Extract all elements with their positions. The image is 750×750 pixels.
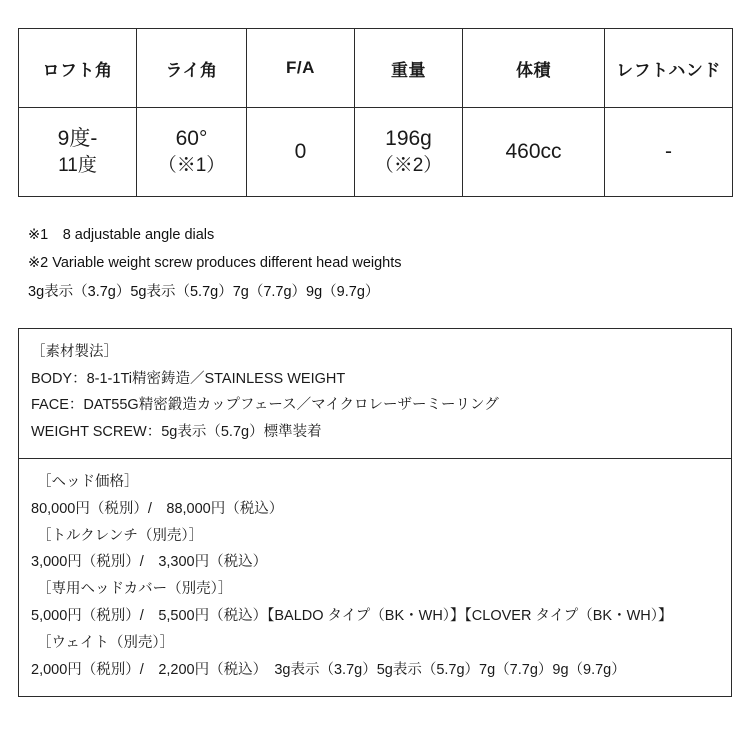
head-cover-value: 5,000円（税別）/ 5,500円（税込）【BALDO タイプ（BK・WH）】【CLOVER タイプ（BK・WH）】 xyxy=(31,608,673,625)
torque-wrench-value: 3,000円（税別）/ 3,300円（税込） xyxy=(31,554,268,571)
weight-option-title: ［ウェイト（別売）］ xyxy=(37,634,175,651)
cell-volume xyxy=(463,108,605,197)
cell-weight-main: 196g xyxy=(385,127,432,150)
head-price-title: ［ヘッド価格］ xyxy=(37,474,139,491)
price-section xyxy=(19,458,731,696)
column-header-fa: F/A xyxy=(247,29,355,108)
material-weight-screw: WEIGHT SCREW：5g表示（5.7g）標準装着 xyxy=(31,424,322,441)
column-header-lefthand: レフトハンド xyxy=(605,29,733,108)
column-header-weight: 重量 xyxy=(355,29,463,108)
cell-volume-main: 460cc xyxy=(505,139,562,163)
head-cover-title: ［専用ヘッドカバー（別売）］ xyxy=(37,581,233,598)
material-title: ［素材製法］ xyxy=(31,343,118,360)
footnote-2: ※2 Variable weight screw produces different head weights xyxy=(28,255,402,272)
cell-lefthand-main: - xyxy=(665,139,672,163)
weight-option-value: 2,000円（税別）/ 2,200円（税込） 3g表示（3.7g）5g表示（5.7g）7g（7.7g）9g（9.7g） xyxy=(31,661,626,678)
footnote-1: ※1 8 adjustable angle dials xyxy=(28,227,215,243)
cell-lie-main: 60° xyxy=(175,127,208,150)
spec-table-row xyxy=(19,108,733,197)
footnote-3: 3g表示（3.7g）5g表示（5.7g）7g（7.7g）9g（9.7g） xyxy=(28,283,380,300)
head-price-value: 80,000円（税別）/ 88,000円（税込） xyxy=(31,500,284,517)
cell-lie-sub: （※1） xyxy=(157,155,226,177)
cell-fa-main: 0 xyxy=(294,139,307,163)
footnotes xyxy=(28,221,732,306)
cell-loft-sub: 11度 xyxy=(58,155,97,177)
cell-weight xyxy=(355,108,463,197)
cell-fa xyxy=(247,108,355,197)
torque-wrench-title: ［トルクレンチ（別売）］ xyxy=(37,527,204,544)
details-box xyxy=(18,328,732,697)
material-section xyxy=(19,329,731,458)
column-header-loft: ロフト角 xyxy=(19,29,137,108)
spec-table-header-row xyxy=(19,29,733,108)
column-header-lie: ライ角 xyxy=(137,29,247,108)
cell-lie xyxy=(137,108,247,197)
material-face: FACE：DAT55G精密鍛造カップフェース／マイクロレーザーミーリング xyxy=(31,397,499,414)
column-header-volume: 体積 xyxy=(463,29,605,108)
cell-loft-main: 9度- xyxy=(57,127,98,150)
material-body: BODY：8-1-1Ti精密鋳造／STAINLESS WEIGHT xyxy=(31,370,346,387)
cell-weight-sub: （※2） xyxy=(374,155,443,177)
spec-table xyxy=(18,28,733,197)
cell-lefthand xyxy=(605,108,733,197)
cell-loft xyxy=(19,108,137,197)
